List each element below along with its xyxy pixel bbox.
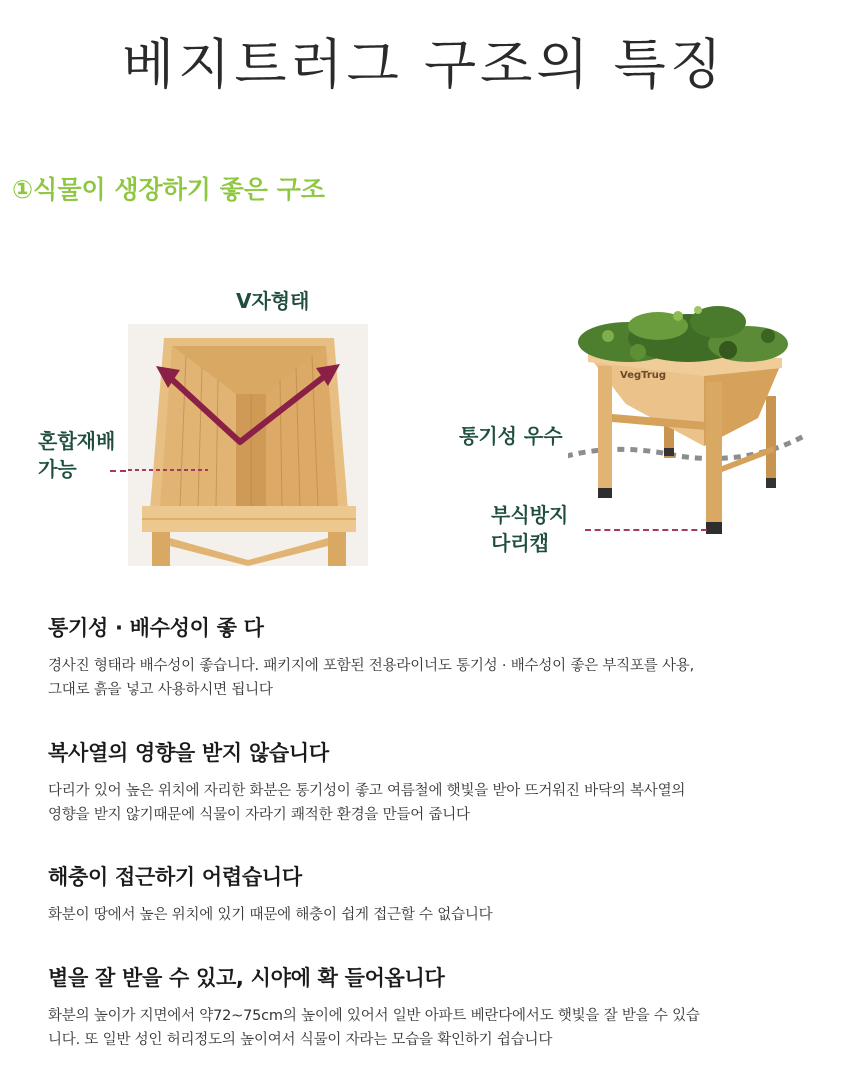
mixed-planting-label-line2: 가능 [38, 457, 77, 481]
v-shape-label: V자형태 [236, 289, 310, 313]
feature-text-line1: 화분의 높이가 지면에서 약72~75cm의 높이에 있어서 일반 아파트 베란다에서도 햇빛을 잘 받을 수 있습 [48, 1008, 700, 1024]
feature-text-line2: 영향을 받지 않기때문에 식물이 자라기 쾌적한 환경을 만들어 줍니다 [48, 807, 470, 823]
feature-item-radiant-heat [48, 737, 828, 827]
planter-top-view-image [128, 324, 368, 566]
feature-text-line1: 경사진 형태라 배수성이 좋습니다. 패키지에 포함된 전용라이너도 통기성 · 배수성이 좋은 부직포를 사용, [48, 658, 695, 674]
planter-side-view-image [568, 296, 808, 546]
feature-item-sunlight [48, 962, 828, 1052]
leg-cap-label-line2: 다리캡 [491, 531, 549, 555]
feature-text-line2: 그대로 흙을 넣고 사용하시면 됩니다 [48, 682, 273, 698]
feature-heading: 통기성 · 배수성이 좋 다 [48, 616, 264, 640]
feature-text-line1: 화분이 땅에서 높은 위치에 있기 때문에 해충이 쉽게 접근할 수 없습니다 [48, 907, 493, 923]
feature-item-pests [48, 861, 828, 927]
vegtrug-brand-text: VegTrug [620, 370, 667, 381]
feature-heading: 해충이 접근하기 어렵습니다 [48, 865, 302, 889]
feature-heading: 복사열의 영향을 받지 않습니다 [48, 741, 329, 765]
feature-heading: 볕을 잘 받을 수 있고, 시야에 확 들어옵니다 [48, 966, 445, 990]
ventilation-label: 통기성 우수 [459, 424, 563, 448]
leg-cap-label-line1: 부식방지 [491, 503, 569, 527]
page-title: 베지트러그 구조의 특징 [122, 33, 726, 96]
section-title: ①식물이 생장하기 좋은 구조 [12, 175, 325, 204]
feature-text-line1: 다리가 있어 높은 위치에 자리한 화분은 통기성이 좋고 여름철에 햇빛을 받아 뜨거워진 바닥의 복사열의 [48, 783, 686, 799]
leg-cap-pointer [585, 529, 707, 531]
feature-item-ventilation [48, 612, 828, 702]
mixed-planting-label-line1: 혼합재배 [38, 429, 116, 453]
feature-text-line2: 니다. 또 일반 성인 허리정도의 높이여서 식물이 자라는 모습을 확인하기 쉽습니다 [48, 1032, 553, 1048]
